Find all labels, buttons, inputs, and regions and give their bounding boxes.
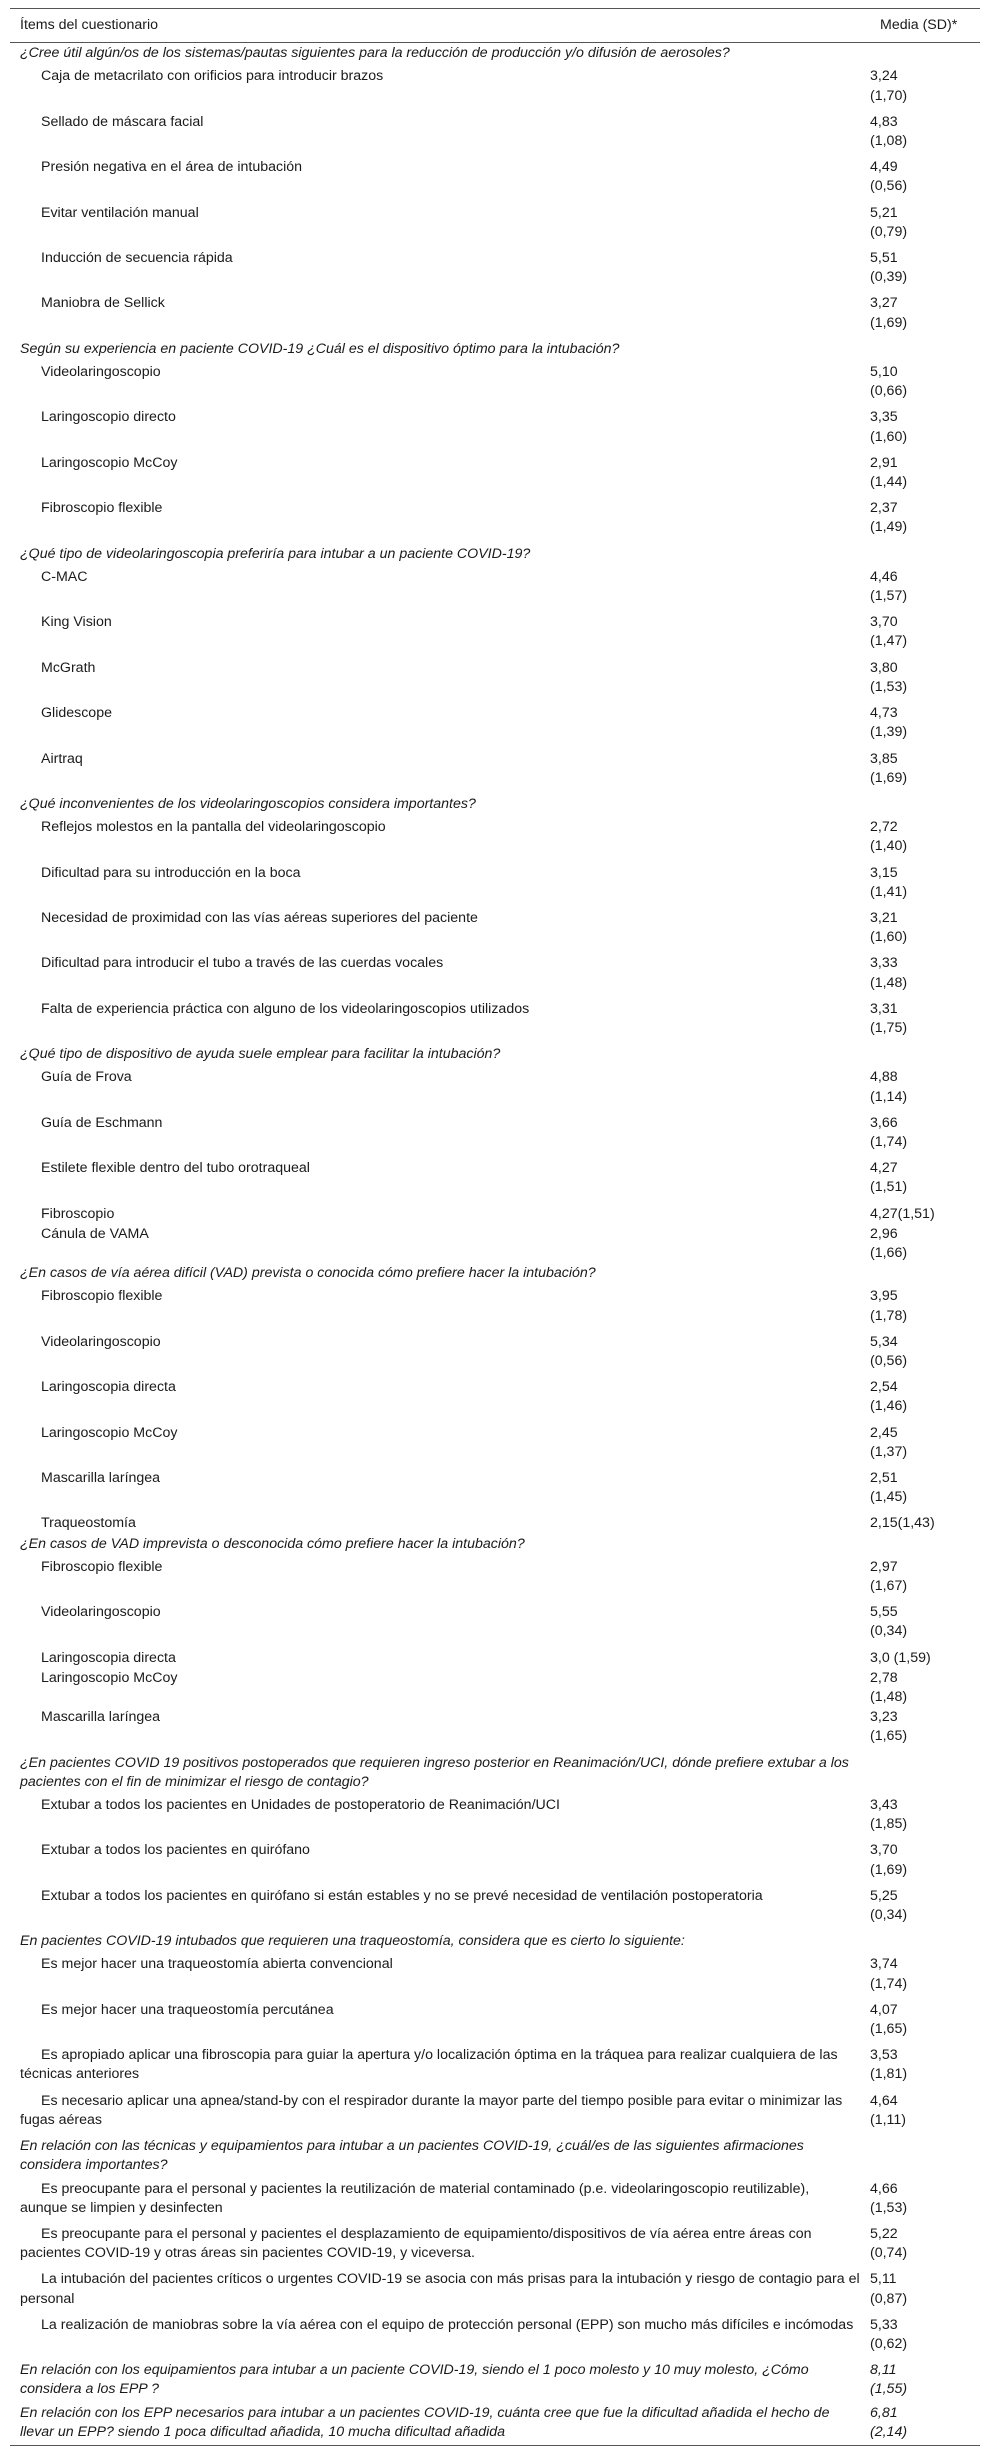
item-label: Fibroscopio xyxy=(41,1205,115,1222)
item-value xyxy=(870,1224,980,1263)
mean-value: 3,66 xyxy=(870,1114,898,1131)
sd-value: (1,66) xyxy=(870,1244,908,1261)
sd-value: (1,74) xyxy=(870,1133,908,1150)
question-value xyxy=(870,544,980,567)
item-label: Dificultad para introducir el tubo a través de las cuerdas vocales xyxy=(41,955,444,972)
item-value xyxy=(870,2315,980,2360)
item-value xyxy=(870,2000,980,2045)
question-row xyxy=(10,43,980,67)
mean-value: 5,10 xyxy=(870,364,898,381)
item-label: Guía de Frova xyxy=(41,1069,132,1086)
item-value xyxy=(870,498,980,543)
mean-value: 2,54 xyxy=(870,1379,898,1396)
item-label: Laringoscopio McCoy xyxy=(41,1424,178,1441)
question-text: ¿Cree útil algún/os de los sistemas/pautas siguientes para la reducción de producción y/o difusión de aerosoles? xyxy=(20,45,730,62)
item-label: Laringoscopio McCoy xyxy=(41,454,178,471)
item-value xyxy=(870,453,980,498)
question-value xyxy=(870,339,980,362)
item-value xyxy=(870,612,980,657)
mean-value: 4,07 xyxy=(870,2001,898,2018)
item-label: Es necesario aplicar una apnea/stand-by con el respirador durante la mayor parte del tiempo posible para evitar o minimizar las fugas aéreas xyxy=(20,2092,843,2128)
question-row xyxy=(10,1753,980,1795)
question-text: Según su experiencia en paciente COVID-19 ¿Cuál es el dispositivo óptimo para la intubación? xyxy=(20,340,620,357)
item-label: Extubar a todos los pacientes en quirófano si están estables y no se prevé necesidad de ventilación postoperatoria xyxy=(41,1887,763,1904)
item-row xyxy=(10,1468,980,1513)
question-value xyxy=(870,1931,980,1954)
question-text: ¿En casos de VAD imprevista o desconocida cómo prefiere hacer la intubación? xyxy=(20,1535,525,1552)
question-text: ¿Qué tipo de videolaringoscopia preferiría para intubar a un paciente COVID-19? xyxy=(20,545,531,562)
item-row xyxy=(10,1668,980,1707)
mean-value: 3,23 xyxy=(870,1709,898,1726)
sd-value: (0,74) xyxy=(870,2245,908,2262)
sd-value: (1,53) xyxy=(870,2199,908,2216)
item-row xyxy=(10,1204,980,1224)
mean-value: 3,15 xyxy=(870,864,898,881)
mean-value: 4,88 xyxy=(870,1069,898,1086)
item-row xyxy=(10,749,980,794)
mean-value: 4,64 xyxy=(870,2092,898,2109)
question-row xyxy=(10,339,980,362)
item-label: Laringoscopia directa xyxy=(41,1379,176,1396)
question-value xyxy=(870,1263,980,1286)
sd-value: (1,45) xyxy=(870,1489,908,1506)
sd-value: (1,67) xyxy=(870,1578,908,1595)
sd-value: (1,41) xyxy=(870,883,908,900)
sd-value: (1,60) xyxy=(870,929,908,946)
table-body xyxy=(10,43,980,2446)
item-value xyxy=(870,1468,980,1513)
sd-value: (0,62) xyxy=(870,2335,908,2352)
header-mean-sd: Media (SD)* xyxy=(870,9,980,43)
mean-value: 3,33 xyxy=(870,955,898,972)
item-value xyxy=(870,567,980,612)
item-value xyxy=(870,908,980,953)
item-value xyxy=(870,1067,980,1112)
sd-value: (1,85) xyxy=(870,1816,908,1833)
item-label: Fibroscopio flexible xyxy=(41,500,163,517)
question-row xyxy=(10,2360,980,2402)
question-value xyxy=(870,794,980,817)
item-row xyxy=(10,362,980,407)
mean-value: 3,35 xyxy=(870,409,898,426)
sd-value: (1,65) xyxy=(870,2021,908,2038)
question-value xyxy=(870,1044,980,1067)
item-value xyxy=(870,1954,980,1999)
mean-value: 5,21 xyxy=(870,204,898,221)
item-row xyxy=(10,1795,980,1840)
question-row xyxy=(10,1044,980,1067)
item-row xyxy=(10,612,980,657)
mean-value: 4,27(1,51) xyxy=(870,1205,935,1222)
sd-value: (1,60) xyxy=(870,428,908,445)
item-value xyxy=(870,362,980,407)
mean-value: 5,22 xyxy=(870,2225,898,2242)
item-value xyxy=(870,112,980,157)
sd-value: (1,74) xyxy=(870,1975,908,1992)
item-row xyxy=(10,248,980,293)
item-row xyxy=(10,2091,980,2136)
item-row xyxy=(10,2179,980,2224)
question-text: En pacientes COVID-19 intubados que requieren una traqueostomía, considera que es cierto lo siguiente: xyxy=(20,1933,685,1950)
item-label: Es mejor hacer una traqueostomía percutánea xyxy=(41,2001,334,2018)
item-row xyxy=(10,453,980,498)
sd-value: (1,46) xyxy=(870,1398,908,1415)
item-label: Laringoscopio directo xyxy=(41,409,176,426)
question-row xyxy=(10,1534,980,1557)
item-row xyxy=(10,1886,980,1931)
mean-value: 3,95 xyxy=(870,1288,898,1305)
mean-value: 4,73 xyxy=(870,705,898,722)
item-label: Videolaringoscopio xyxy=(41,1333,161,1350)
mean-value: 2,96 xyxy=(870,1225,898,1242)
item-row xyxy=(10,407,980,452)
mean-value: 2,72 xyxy=(870,819,898,836)
item-row xyxy=(10,1067,980,1112)
item-value xyxy=(870,658,980,703)
item-row xyxy=(10,703,980,748)
mean-value: 2,51 xyxy=(870,1470,898,1486)
item-label: Cánula de VAMA xyxy=(41,1225,149,1242)
item-value xyxy=(870,66,980,111)
mean-value: 6,81 xyxy=(870,2404,898,2421)
item-value xyxy=(870,1557,980,1602)
item-label: Mascarilla laríngea xyxy=(41,1709,161,1726)
item-row xyxy=(10,1840,980,1885)
item-label: Mascarilla laríngea xyxy=(41,1470,161,1486)
item-label: Reflejos molestos en la pantalla del videolaringoscopio xyxy=(41,819,386,836)
mean-value: 5,33 xyxy=(870,2316,898,2333)
item-row xyxy=(10,1332,980,1377)
sd-value: (0,66) xyxy=(870,383,908,400)
item-label: Extubar a todos los pacientes en quirófano xyxy=(41,1842,310,1859)
sd-value: (2,14) xyxy=(870,2423,908,2440)
sd-value: (1,47) xyxy=(870,633,908,650)
question-text: ¿En casos de vía aérea difícil (VAD) prevista o conocida cómo prefiere hacer la intubación? xyxy=(20,1265,596,1282)
sd-value: (0,34) xyxy=(870,1623,908,1640)
item-row xyxy=(10,863,980,908)
sd-value: (1,48) xyxy=(870,1689,908,1706)
sd-value: (0,39) xyxy=(870,269,908,286)
sd-value: (1,14) xyxy=(870,1088,908,1105)
item-label: C-MAC xyxy=(41,568,88,585)
sd-value: (0,79) xyxy=(870,223,908,240)
table-header-row xyxy=(10,9,980,43)
mean-value: 3,43 xyxy=(870,1797,898,1814)
item-value xyxy=(870,248,980,293)
item-value xyxy=(870,1286,980,1331)
item-label: Falta de experiencia práctica con alguno de los videolaringoscopios utilizados xyxy=(41,1000,530,1017)
question-value xyxy=(870,1753,980,1795)
question-value xyxy=(870,2403,980,2446)
item-row xyxy=(10,567,980,612)
sd-value: (1,69) xyxy=(870,1861,908,1878)
item-row xyxy=(10,2000,980,2045)
mean-value: 5,55 xyxy=(870,1604,898,1621)
sd-value: (1,81) xyxy=(870,2066,908,2083)
item-value xyxy=(870,1158,980,1203)
item-value xyxy=(870,1886,980,1931)
question-row xyxy=(10,1931,980,1954)
item-row xyxy=(10,1286,980,1331)
item-value xyxy=(870,1795,980,1840)
item-value xyxy=(870,2091,980,2136)
item-row xyxy=(10,1158,980,1203)
mean-value: 4,66 xyxy=(870,2180,898,2197)
mean-value: 2,78 xyxy=(870,1669,898,1686)
item-value xyxy=(870,2045,980,2090)
sd-value: (1,40) xyxy=(870,838,908,855)
sd-value: (1,69) xyxy=(870,769,908,786)
item-label: Inducción de secuencia rápida xyxy=(41,250,233,267)
question-text: En relación con los EPP necesarios para intubar a un pacientes COVID-19, cuánta cree que fue la dificultad añadida el hecho de llevar un EPP? siendo 1 poca dificultad añadida, 10 mucha dificultad añadida xyxy=(10,2403,870,2446)
sd-value: (1,37) xyxy=(870,1443,908,1460)
mean-value: 3,27 xyxy=(870,295,898,312)
item-value xyxy=(870,1204,980,1224)
mean-value: 2,15(1,43) xyxy=(870,1515,935,1532)
item-label: La intubación del pacientes críticos o urgentes COVID-19 se asocia con más prisas para la intubación y riesgo de contagio para el personal xyxy=(20,2271,860,2307)
item-label: Es preocupante para el personal y pacientes el desplazamiento de equipamiento/dispositivos de vía aérea entre áreas con pacientes COVID-19 y otras áreas sin pacientes COVID-19, y viceversa. xyxy=(20,2225,812,2262)
item-label: Traqueostomía xyxy=(41,1515,136,1532)
question-row xyxy=(10,2136,980,2178)
mean-value: 5,34 xyxy=(870,1333,898,1350)
mean-value: 5,11 xyxy=(870,2271,897,2288)
item-row xyxy=(10,203,980,248)
item-value xyxy=(870,203,980,248)
item-label: Necesidad de proximidad con las vías aéreas superiores del paciente xyxy=(41,909,478,926)
item-label: Presión negativa en el área de intubación xyxy=(41,159,303,176)
item-value xyxy=(870,703,980,748)
sd-value: (1,53) xyxy=(870,678,908,695)
item-row xyxy=(10,953,980,998)
item-value xyxy=(870,2224,980,2269)
item-value xyxy=(870,1513,980,1533)
mean-value: 3,70 xyxy=(870,614,898,631)
item-label: Es apropiado aplicar una fibroscopia para guiar la apertura y/o localización óptima en la tráquea para realizar cualquiera de las técnicas anteriores xyxy=(20,2047,838,2083)
item-value xyxy=(870,1602,980,1647)
sd-value: (1,70) xyxy=(870,87,908,104)
mean-value: 3,53 xyxy=(870,2047,898,2064)
mean-value: 5,51 xyxy=(870,250,898,267)
item-value xyxy=(870,1423,980,1468)
question-text: ¿En pacientes COVID 19 positivos postoperados que requieren ingreso posterior en Reanimación/UCI, dónde prefiere extubar a los pacientes con el fin de minimizar el riesgo de contagio? xyxy=(20,1754,849,1790)
item-row xyxy=(10,1513,980,1533)
item-value xyxy=(870,293,980,338)
item-label: Fibroscopio flexible xyxy=(41,1558,163,1575)
mean-value: 8,11 xyxy=(870,2362,897,2379)
item-row xyxy=(10,2269,980,2314)
sd-value: (0,87) xyxy=(870,2290,908,2307)
mean-value: 2,91 xyxy=(870,454,898,471)
question-value xyxy=(870,2360,980,2402)
item-value xyxy=(870,2269,980,2314)
item-row xyxy=(10,2045,980,2090)
item-row xyxy=(10,112,980,157)
item-value xyxy=(870,2179,980,2224)
sd-value: (1,11) xyxy=(870,2111,907,2128)
item-label: Glidescope xyxy=(41,705,112,722)
item-row xyxy=(10,999,980,1044)
item-value xyxy=(870,817,980,862)
item-label: Videolaringoscopio xyxy=(41,1604,161,1621)
item-label: Caja de metacrilato con orificios para introducir brazos xyxy=(41,68,384,85)
item-row xyxy=(10,1954,980,1999)
item-row xyxy=(10,908,980,953)
sd-value: (1,69) xyxy=(870,314,908,331)
item-label: McGrath xyxy=(41,659,96,676)
item-value xyxy=(870,1377,980,1422)
item-row xyxy=(10,1557,980,1602)
sd-value: (1,44) xyxy=(870,474,908,491)
sd-value: (1,75) xyxy=(870,1019,908,1036)
mean-value: 3,85 xyxy=(870,750,898,767)
item-row xyxy=(10,2315,980,2360)
item-row xyxy=(10,66,980,111)
item-label: Maniobra de Sellick xyxy=(41,295,165,312)
sd-value: (1,51) xyxy=(870,1179,908,1196)
item-row xyxy=(10,1113,980,1158)
mean-value: 3,24 xyxy=(870,68,898,85)
sd-value: (1,57) xyxy=(870,588,908,605)
item-label: Guía de Eschmann xyxy=(41,1114,163,1131)
mean-value: 5,25 xyxy=(870,1887,898,1904)
item-value xyxy=(870,407,980,452)
header-items: Ítems del cuestionario xyxy=(10,9,870,43)
sd-value: (1,48) xyxy=(870,974,908,991)
mean-value: 3,0 (1,59) xyxy=(870,1649,931,1666)
mean-value: 2,37 xyxy=(870,500,898,517)
mean-value: 4,27 xyxy=(870,1160,898,1177)
item-label: Estilete flexible dentro del tubo orotraqueal xyxy=(41,1160,310,1177)
item-label: Dificultad para su introducción en la boca xyxy=(41,864,301,881)
item-row xyxy=(10,1602,980,1647)
sd-value: (0,34) xyxy=(870,1907,908,1924)
question-value xyxy=(870,43,980,67)
question-row xyxy=(10,794,980,817)
item-label: Es mejor hacer una traqueostomía abierta convencional xyxy=(41,1956,393,1973)
item-row xyxy=(10,1423,980,1468)
item-value xyxy=(870,1648,980,1668)
sd-value: (1,08) xyxy=(870,133,908,150)
item-value xyxy=(870,157,980,202)
item-label: La realización de maniobras sobre la vía aérea con el equipo de protección personal (EPP) son mucho más difíciles e incómodas xyxy=(41,2316,854,2333)
sd-value: (1,39) xyxy=(870,724,908,741)
sd-value: (1,49) xyxy=(870,519,908,536)
question-row xyxy=(10,2403,980,2446)
item-row xyxy=(10,1707,980,1752)
mean-value: 4,46 xyxy=(870,568,898,585)
item-value xyxy=(870,1113,980,1158)
question-row xyxy=(10,1263,980,1286)
mean-value: 3,31 xyxy=(870,1000,898,1017)
question-row xyxy=(10,544,980,567)
item-label: Evitar ventilación manual xyxy=(41,204,199,221)
item-label: Videolaringoscopio xyxy=(41,364,161,381)
item-row xyxy=(10,498,980,543)
question-text: En relación con los equipamientos para intubar a un paciente COVID-19, siendo el 1 poco molesto y 10 muy molesto, ¿Cómo considera a los EPP ? xyxy=(20,2362,809,2398)
item-value xyxy=(870,863,980,908)
mean-value: 3,80 xyxy=(870,659,898,676)
item-value xyxy=(870,999,980,1044)
sd-value: (1,78) xyxy=(870,1307,908,1324)
item-label: King Vision xyxy=(41,614,112,631)
item-row xyxy=(10,817,980,862)
sd-value: (0,56) xyxy=(870,1352,908,1369)
sd-value: (0,56) xyxy=(870,178,908,195)
question-text: ¿Qué inconvenientes de los videolaringoscopios considera importantes? xyxy=(20,795,476,812)
questionnaire-table xyxy=(10,8,980,2446)
item-label: Laringoscopio McCoy xyxy=(41,1669,178,1686)
sd-value: (1,65) xyxy=(870,1728,908,1745)
item-value xyxy=(870,749,980,794)
item-row xyxy=(10,1224,980,1263)
item-row xyxy=(10,1648,980,1668)
question-value xyxy=(870,2136,980,2178)
sd-value: (1,55) xyxy=(870,2381,908,2398)
item-value xyxy=(870,1668,980,1707)
mean-value: 2,97 xyxy=(870,1558,898,1575)
item-row xyxy=(10,157,980,202)
mean-value: 3,70 xyxy=(870,1842,898,1859)
item-label: Sellado de máscara facial xyxy=(41,113,204,130)
item-row xyxy=(10,2224,980,2269)
question-text: En relación con las técnicas y equipamientos para intubar a un pacientes COVID-19, ¿cuál/es de las siguientes afirmaciones considera importantes? xyxy=(20,2138,804,2174)
mean-value: 4,83 xyxy=(870,113,898,130)
mean-value: 2,45 xyxy=(870,1424,898,1441)
item-row xyxy=(10,1377,980,1422)
item-label: Airtraq xyxy=(41,750,83,767)
item-value xyxy=(870,953,980,998)
item-value xyxy=(870,1332,980,1377)
question-text: ¿Qué tipo de dispositivo de ayuda suele emplear para facilitar la intubación? xyxy=(20,1046,501,1063)
mean-value: 4,49 xyxy=(870,159,898,176)
mean-value: 3,74 xyxy=(870,1956,898,1973)
question-value xyxy=(870,1534,980,1557)
mean-value: 3,21 xyxy=(870,909,898,926)
item-row xyxy=(10,658,980,703)
item-value xyxy=(870,1707,980,1752)
item-row xyxy=(10,293,980,338)
item-label: Fibroscopio flexible xyxy=(41,1288,163,1305)
item-value xyxy=(870,1840,980,1885)
item-label: Extubar a todos los pacientes en Unidades de postoperatorio de Reanimación/UCI xyxy=(41,1797,560,1814)
item-label: Es preocupante para el personal y pacientes la reutilización de material contaminado (p.e. videolaringoscopio reutilizable), aunque se limpien y desinfecten xyxy=(20,2180,810,2216)
item-label: Laringoscopia directa xyxy=(41,1649,176,1666)
